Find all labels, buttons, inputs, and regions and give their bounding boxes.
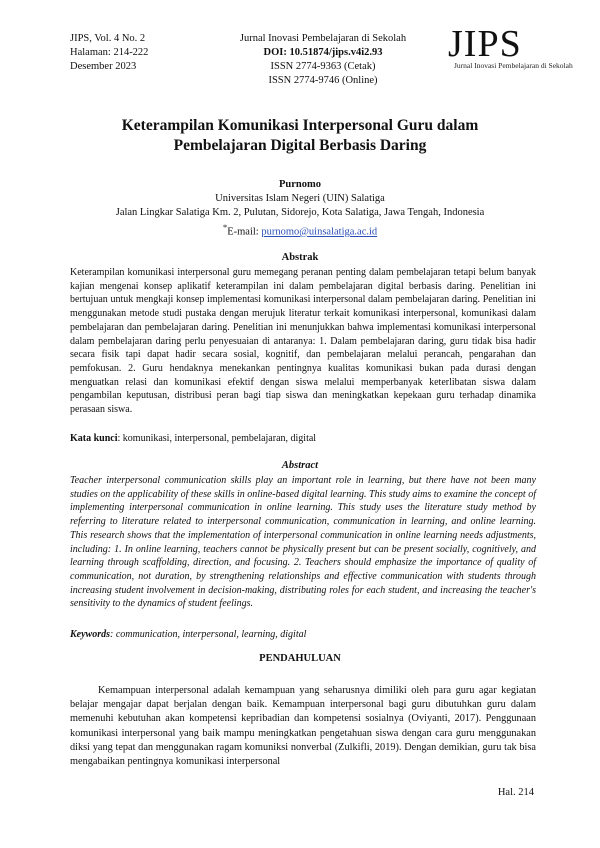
doi-text[interactable]: DOI: 10.51874/jips.v4i2.93 [263, 47, 383, 58]
logo-subtitle: Jurnal Inovasi Pembelajaran di Sekolah [454, 61, 573, 70]
pages-line: Halaman: 214-222 [70, 47, 149, 58]
journal-citation [70, 32, 148, 74]
pendahuluan-heading: PENDAHULUAN [259, 653, 341, 664]
abstract-heading: Abstract [281, 460, 319, 471]
email-link[interactable]: purnomo@uinsalatiga.ac.id [261, 226, 378, 238]
volume-line: JIPS, Vol. 4 No. 2 [70, 33, 146, 44]
keywords-text: : communication, interpersonal, learning, digital [110, 629, 307, 640]
abstrak-text: Keterampilan komunikasi interpersonal guru memegang peranan penting dalam pembelajaran tetapi belum banyak kajian mengenai konsep aplikatif keterampilan ini dalam pembelajaran digital berbasis daring. Penelitian ini bertujuan untuk mengkaji konsep implementasi komunikasi interpersonal dalam pembelajaran daring. Penelitian ini menggunakan metode studi pustaka dengan merujuk literatur terkait komunikasi interpersonal, komunikasi dalam pembelajaran dan pembelajaran daring. Penelitian ini menunjukkan bahwa implementasi komunikasi interpersonal dalam pembelajaran daring perlu penyesuaian di antaranya: 1. Dalam pembelajaran daring, guru tidak bisa hadir secara fisik tapi dapat hadir secara sosial, kognitif, dan pembelajaran melalui perancah, pengarahan dan pemfokusan. 2. Guru hendaknya menekankan pentingnya kualitas komunikasi bukan pada durasi dengan menguatkan relasi dan komunikasi efektif dengan siswa melalui memperbanyak keterlibatan siswa dalam pengambilan keputusan, distribusi peran bagi tiap siswa dan meningkatkan kepekaan guru terhadap dinamika perasaan siswa. [70, 267, 536, 416]
abstract-text: Teacher interpersonal communication skills play an important role in learning, but there have not been many studies on the applicability of these skills in online-based digital learning. This study aims to examine the concept of implementing interpersonal communication in online learning. This study uses the literature study method by referring to literature related to interpersonal communication, communication in learning, and online learning. This research shows that the implementation of interpersonal communication in online learning needs adjustments, including: 1. In online learning, teachers cannot be physically present but can be present socially, cognitively, and learning through scaffolding, direction, and focusing. 2. Teachers should emphasize the importance of quality of communication, not duration, by strengthening relationships and effective communication with students through increasing student involvement in decision-making, distributing roles for each student, and increasing the teacher's sensitivity to the dynamics of student feelings. [70, 475, 536, 610]
issn-print: ISSN 2774-9363 (Cetak) [270, 61, 376, 72]
title-line-2: Pembelajaran Digital Berbasis Daring [173, 137, 427, 154]
date-line: Desember 2023 [70, 61, 137, 72]
abstrak-heading: Abstrak [281, 252, 319, 263]
page-number: Hal. 214 [497, 787, 534, 798]
paper-title [60, 116, 540, 156]
author-name: Purnomo [279, 179, 321, 190]
issn-online: ISSN 2774-9746 (Online) [268, 75, 378, 86]
pendahuluan-text: Kemampuan interpersonal adalah kemampuan yang seharusnya dimiliki oleh para guru agar kegiatan belajar mengajar dapat berjalan dengan baik. Kemampuan interpersonal bagi guru dibutuhkan guru dalam memenuhi kebutuhan akan kompetensi kepribadian dan kompetensi sosialnya (Oviyanti, 2017). Penggunaan komunikasi interpersonal yang baik mampu meningkatkan pengetahuan siswa dengan cara guru menggunakan diksi yang tepat dan menggunakan ragam komuniksi nonverbal (Zulkifli, 2019). Dengan demikian, guru tak bisa mengabaikan pentingnya komunikasi interpersonal [70, 685, 536, 768]
author-email-line [60, 220, 540, 240]
kata-kunci-text: : komunikasi, interpersonal, pembelajaran, digital [117, 433, 317, 444]
author-block [60, 178, 540, 240]
journal-name: Jurnal Inovasi Pembelajaran di Sekolah [239, 33, 407, 44]
author-address: Jalan Lingkar Salatiga Km. 2, Pulutan, Sidorejo, Kota Salatiga, Jawa Tengah, Indonesia [115, 207, 485, 218]
journal-logo [440, 24, 590, 71]
kata-kunci [70, 432, 536, 445]
kata-kunci-label: Kata kunci [70, 433, 118, 444]
title-line-1: Keterampilan Komunikasi Interpersonal Guru dalam [121, 117, 479, 134]
corresponding-marker: * [222, 222, 228, 232]
email-label: E-mail: [227, 226, 262, 238]
author-affiliation: Universitas Islam Negeri (UIN) Salatiga [215, 193, 385, 204]
keywords-label: Keywords [70, 629, 110, 640]
keywords [70, 628, 536, 641]
journal-info [218, 32, 428, 88]
logo-wordmark: JIPS [448, 23, 522, 65]
